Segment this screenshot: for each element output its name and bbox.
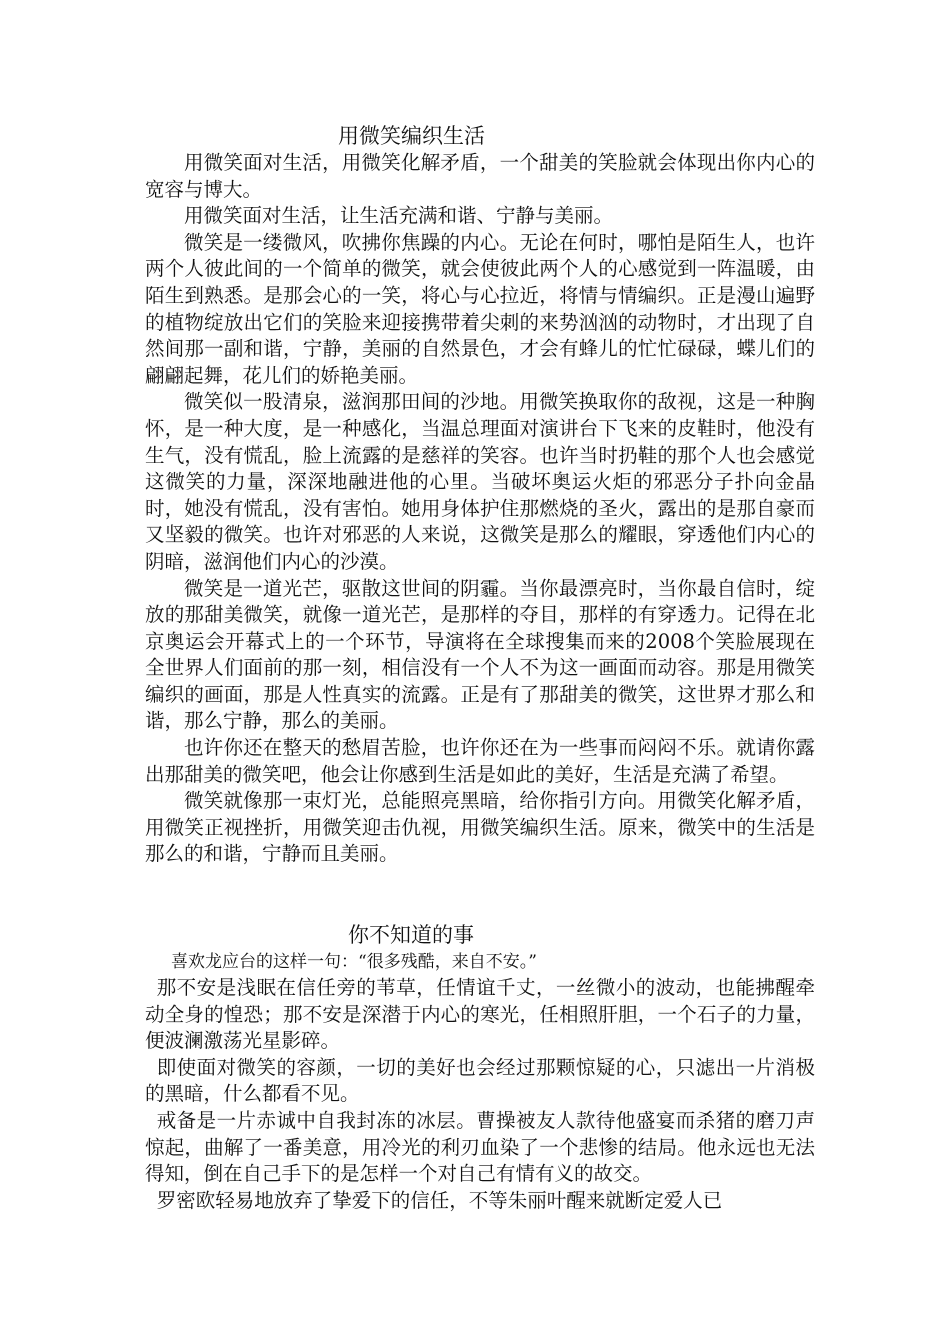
essay-title: 用微笑编织生活 — [338, 124, 485, 148]
paragraph: 那不安是浅眠在信任旁的苇草，任情谊千丈，一丝微小的波动，也能拂醒牵动全身的惶恐；那不安是深潜于内心的寒光，任相照肝胆，一个石子的力量，便波澜激荡光星影碎。 — [145, 976, 815, 1053]
paragraph: 戒备是一片赤诚中自我封冻的冰层。曹操被友人款待他盛宴而杀猪的磨刀声惊起，曲解了一番美意，用冷光的利刃血染了一个悲惨的结局。他永远也无法得知，倒在自己手下的是怎样一个对自己有情有义的故交。 — [145, 1108, 815, 1186]
paragraph: 即使面对微笑的容颜，一切的美好也会经过那颗惊疑的心，只滤出一片消极的黑暗，什么都看不见。 — [145, 1055, 815, 1106]
quote-line: 喜欢龙应台的这样一句：“很多残酷，来自不安。” — [171, 952, 537, 972]
paragraph: 微笑是一道光芒，驱散这世间的阴霾。当你最漂亮时，当你最自信时，绽放的那甜美微笑，就像一道光芒，是那样的夺目，那样的有穿透力。记得在北京奥运会开幕式上的一个环节，导演将在全球搜集而来的2008个笑脸展现在全世界人们面前的那一刻，相信没有一个人不为这一画面而动容。那是用微笑编织的画面，那是人性真实的流露。正是有了那甜美的微笑，这世界才那么和谐，那么宁静，那么的美丽。 — [145, 576, 815, 733]
paragraph: 用微笑面对生活，用微笑化解矛盾，一个甜美的笑脸就会体现出你内心的宽容与博大。 — [145, 151, 815, 201]
paragraph: 微笑就像那一束灯光，总能照亮黑暗，给你指引方向。用微笑化解矛盾，用微笑正视挫折，用微笑迎击仇视，用微笑编织生活。原来，微笑中的生活是那么的和谐，宁静而且美丽。 — [145, 789, 815, 866]
paragraph: 微笑似一股清泉，滋润那田间的沙地。用微笑换取你的敌视，这是一种胸怀，是一种大度，是一种感化，当温总理面对演讲台下飞来的皮鞋时，他没有生气，没有慌乱，脸上流露的是慈祥的笑容。也许当时扔鞋的那个人也会感觉这微笑的力量，深深地融进他的心里。当破坏奥运火炬的邪恶分子扑向金晶时，她没有慌乱，没有害怕。她用身体护住那燃烧的圣火，露出的是那自豪而又坚毅的微笑。也许对邪恶的人来说，这微笑是那么的耀眼，穿透他们内心的阴暗，滋润他们内心的沙漠。 — [145, 390, 815, 573]
paragraph: 罗密欧轻易地放弃了挚爱下的信任，不等朱丽叶醒来就断定爱人已 — [156, 1188, 723, 1212]
essay-section-unknown — [145, 921, 815, 1214]
essay-title: 你不知道的事 — [348, 923, 474, 947]
paragraph: 用微笑面对生活，让生活充满和谐、宁静与美丽。 — [184, 204, 614, 228]
paragraph: 也许你还在整天的愁眉苦脸，也许你还在为一些事而闷闷不乐。就请你露出那甜美的微笑吧，他会让你感到生活是如此的美好，生活是充满了希望。 — [145, 736, 815, 786]
paragraph: 微笑是一缕微风，吹拂你焦躁的内心。无论在何时，哪怕是陌生人，也许两个人彼此间的一个简单的微笑，就会使彼此两个人的心感觉到一阵温暖，由陌生到熟悉。是那会心的一笑，将心与心拉近，将情与情编织。正是漫山遍野的植物绽放出它们的笑脸来迎接携带着尖刺的来势汹汹的动物时，才出现了自然间那一副和谐，宁静，美丽的自然景色，才会有蜂儿的忙忙碌碌，蝶儿们的翩翩起舞，花儿们的娇艳美丽。 — [145, 230, 815, 387]
essay-section-smile — [145, 122, 815, 868]
